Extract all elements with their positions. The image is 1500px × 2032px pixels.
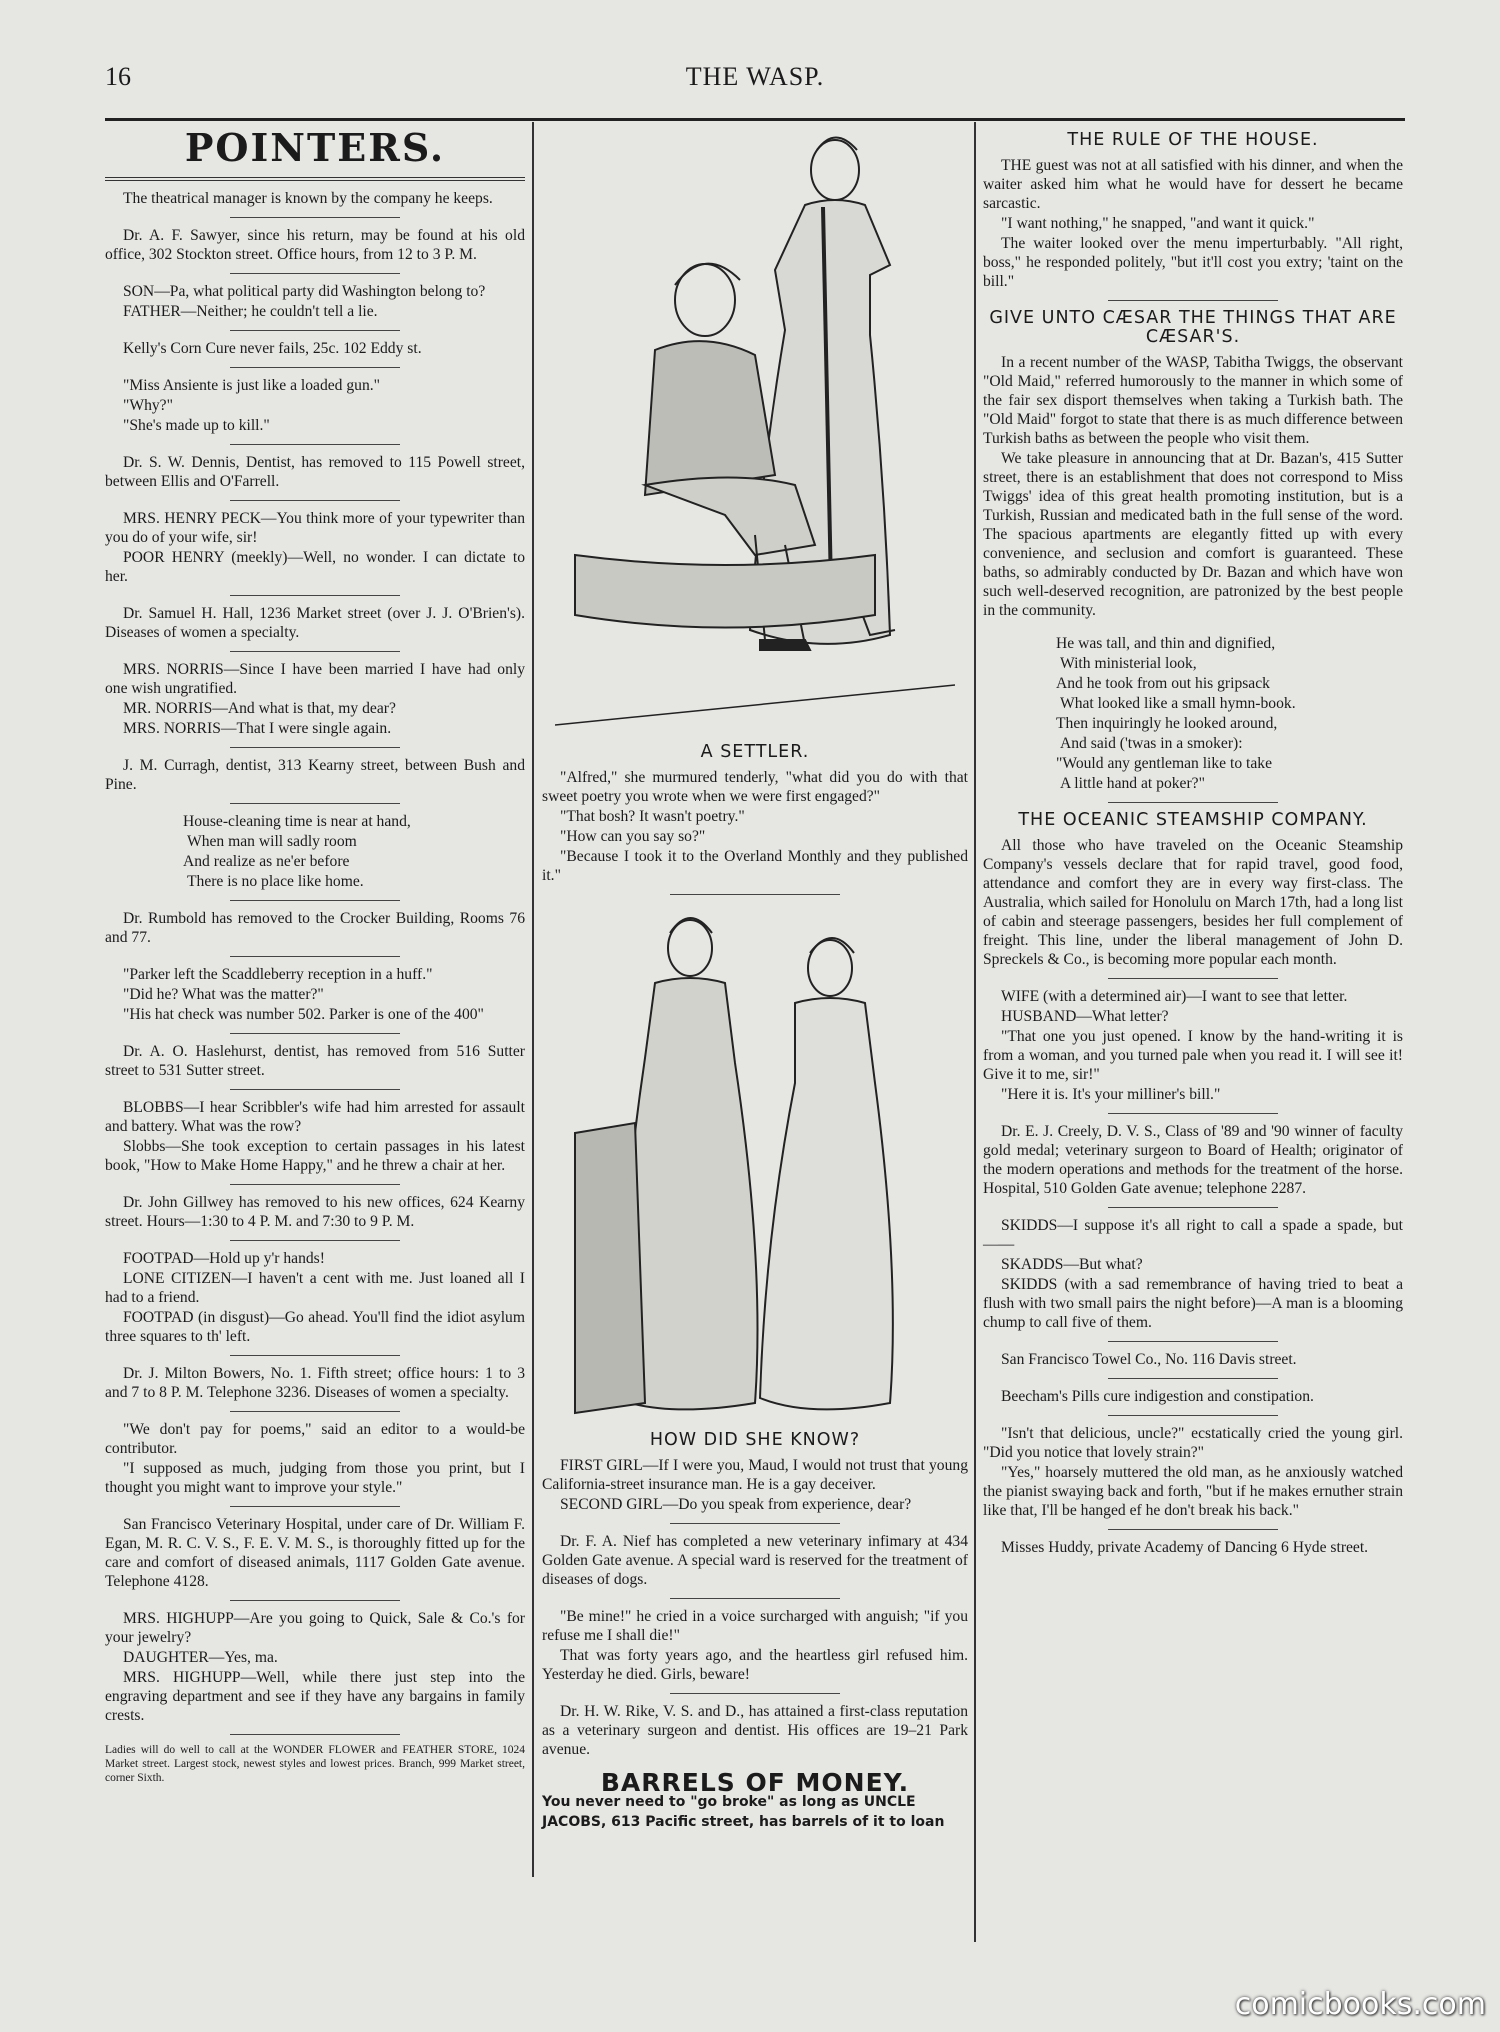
settler-illustration xyxy=(555,125,955,735)
item-block xyxy=(105,965,525,1024)
rike-notice: Dr. H. W. Rike, V. S. and D., has attained a first-class reputation as a veterinary surgeon and dentist. His offices are 19–21 Park avenue. xyxy=(542,1703,968,1758)
verse-line: What looked like a small hymn-book. xyxy=(1060,695,1296,712)
text-paragraph: LONE CITIZEN—I haven't a cent with me. Just loaned all I had to a friend. xyxy=(105,1270,525,1306)
text-paragraph: "Why?" xyxy=(123,397,173,414)
separator-rule xyxy=(230,1355,400,1356)
rule-of-house-title: THE RULE OF THE HOUSE. xyxy=(1067,130,1319,150)
separator-rule xyxy=(230,900,400,901)
text-paragraph: POOR HENRY (meekly)—Well, no wonder. I can dictate to her. xyxy=(105,549,525,585)
text-paragraph: San Francisco Veterinary Hospital, under care of Dr. William F. Egan, M. R. C. V. S., F. E. V. M. S., is thoroughly fitted up for the care and comfort of diseased animals, 1117 Golden Gate avenue. Telephone 4128. xyxy=(105,1516,525,1590)
separator-rule xyxy=(230,1411,400,1412)
be-mine-anecdote xyxy=(542,1607,968,1684)
text-paragraph: MRS. NORRIS—That I were single again. xyxy=(123,720,392,737)
separator-rule xyxy=(1108,1341,1278,1342)
verse-line: With ministerial look, xyxy=(1060,655,1197,672)
text-paragraph: "Yes," hoarsely muttered the old man, as he anxiously watched the pianist swaying back and forth, "but if he makes ernuther strain like that, I'll be hanged ef he don't break his back." xyxy=(983,1464,1403,1519)
item-block xyxy=(105,1193,525,1231)
separator-rule xyxy=(230,1089,400,1090)
column-divider xyxy=(974,122,976,1942)
text-paragraph: "Parker left the Scaddleberry reception in a huff." xyxy=(123,966,433,983)
site-watermark: comicbooks.com xyxy=(1234,1987,1486,2022)
item-block xyxy=(105,1515,525,1591)
text-paragraph: WIFE (with a determined air)—I want to see that letter. xyxy=(1001,988,1348,1005)
separator-rule xyxy=(230,1184,400,1185)
separator-rule xyxy=(230,651,400,652)
house-cleaning-verse xyxy=(105,812,525,891)
verse-line: "Would any gentleman like to take xyxy=(1056,755,1272,772)
text-paragraph: Kelly's Corn Cure never fails, 25c. 102 Eddy st. xyxy=(123,340,422,357)
text-paragraph: Dr. John Gillwey has removed to his new offices, 624 Kearny street. Hours—1:30 to 4 P. M. and 7:30 to 9 P. M. xyxy=(105,1194,525,1230)
verse-line: And he took from out his gripsack xyxy=(1056,675,1270,692)
two-girls-illustration xyxy=(555,903,955,1423)
item-block xyxy=(105,376,525,435)
oceanic-article: All those who have traveled on the Oceanic Steamship Company's vessels declare that for rapid travel, good food, attendance and comfort they are in every way first-class. The Australia, which sailed for Honolulu on March 17th, had a long list of cabin and steerage passengers, besides her full complement of freight. This line, under the liberal management of John D. Spreckels & Co., is becoming more popular each month. xyxy=(983,837,1403,968)
column-illustrations xyxy=(542,125,968,1832)
text-paragraph: Dr. Samuel H. Hall, 1236 Market street (over J. J. O'Brien's). Diseases of women a specialty. xyxy=(105,605,525,641)
text-paragraph: "I want nothing," he snapped, "and want it quick." xyxy=(1001,215,1315,232)
text-paragraph: "We don't pay for poems," said an editor to a would-be contributor. xyxy=(105,1421,525,1457)
separator-rule xyxy=(670,894,840,895)
text-paragraph: "Alfred," she murmured tenderly, "what did you do with that sweet poetry you wrote when we were first engaged?" xyxy=(542,769,968,805)
item-block xyxy=(983,1538,1403,1557)
text-paragraph: MRS. NORRIS—Since I have been married I have had only one wish ungratified. xyxy=(105,661,525,697)
separator-rule xyxy=(1108,1378,1278,1379)
separator-rule xyxy=(230,956,400,957)
text-paragraph: "Here it is. It's your milliner's bill." xyxy=(1001,1086,1221,1103)
separator-rule xyxy=(230,500,400,501)
item-block xyxy=(983,1122,1403,1198)
text-paragraph: Dr. E. J. Creely, D. V. S., Class of '89 and '90 winner of faculty gold medal; veterinary surgeon to Board of Health; originator of the modern operations and methods for the treatment of the horse. Hospital, 510 Golden Gate avenue; telephone 2287. xyxy=(983,1123,1403,1197)
settler-title: A SETTLER. xyxy=(700,742,810,762)
separator-rule xyxy=(230,1240,400,1241)
column-stories xyxy=(983,125,1403,1557)
page-number: 16 xyxy=(105,62,131,91)
barrels-of-money-heading: BARRELS OF MONEY. xyxy=(600,1768,910,1797)
text-paragraph: Misses Huddy, private Academy of Dancing 6 Hyde street. xyxy=(1001,1539,1369,1556)
text-paragraph: Dr. Rumbold has removed to the Crocker Building, Rooms 76 and 77. xyxy=(105,910,525,946)
item-block xyxy=(105,1042,525,1080)
text-paragraph: "How can you say so?" xyxy=(560,828,706,845)
item-block xyxy=(105,1364,525,1402)
item-block xyxy=(105,1420,525,1497)
text-paragraph: "I supposed as much, judging from those you print, but I thought you might want to improve your style." xyxy=(105,1460,525,1496)
separator-rule xyxy=(230,444,400,445)
separator-rule xyxy=(230,1734,400,1735)
text-paragraph: HUSBAND—What letter? xyxy=(1001,1008,1169,1025)
separator-rule xyxy=(230,803,400,804)
text-paragraph: We take pleasure in announcing that at Dr. Bazan's, 415 Sutter street, there is an establishment that does not correspond to Miss Twiggs' idea of this great health promoting institution, but is a Turkish, Russian and medicated bath in the full sense of the word. The spacious apartments are elegantly fitted up with every convenience, and seclusion and comfort is guaranteed. These baths, so admirably conducted by Dr. Bazan and which have won such well-deserved recognition, are patronized by the best people in the community. xyxy=(983,450,1403,619)
item-block xyxy=(105,509,525,586)
separator-rule xyxy=(230,1033,400,1034)
text-paragraph: "Did he? What was the matter?" xyxy=(123,986,324,1003)
text-paragraph: MR. NORRIS—And what is that, my dear? xyxy=(123,700,396,717)
item-block xyxy=(105,909,525,947)
text-paragraph: MRS. HIGHUPP—Well, while there just step into the engraving department and see if they have any bargains in family crests. xyxy=(105,1669,525,1724)
separator-rule xyxy=(230,367,400,368)
text-paragraph: SKIDDS—I suppose it's all right to call a spade a spade, but—— xyxy=(983,1217,1403,1253)
item-block xyxy=(983,1424,1403,1520)
item-block xyxy=(105,226,525,264)
text-paragraph: BLOBBS—I hear Scribbler's wife had him arrested for assault and battery. What was the row? xyxy=(105,1099,525,1135)
text-paragraph: "Because I took it to the Overland Monthly and they published it." xyxy=(542,848,968,884)
item-block xyxy=(105,756,525,794)
caesar-title: GIVE UNTO CÆSAR THE THINGS THAT ARE CÆSAR'S. xyxy=(989,308,1397,347)
separator-rule xyxy=(230,595,400,596)
text-paragraph: "His hat check was number 502. Parker is one of the 400" xyxy=(123,1006,484,1023)
text-paragraph: J. M. Curragh, dentist, 313 Kearny street, between Bush and Pine. xyxy=(105,757,525,793)
text-paragraph: "Miss Ansiente is just like a loaded gun." xyxy=(123,377,381,394)
caesar-article xyxy=(983,353,1403,620)
verse-line: Then inquiringly he looked around, xyxy=(1056,715,1278,732)
column-divider xyxy=(532,122,534,1877)
masthead-title: THE WASP. xyxy=(685,62,825,91)
text-paragraph: FATHER—Neither; he couldn't tell a lie. xyxy=(123,303,378,320)
text-paragraph: Dr. S. W. Dennis, Dentist, has removed to 115 Powell street, between Ellis and O'Farrell. xyxy=(105,454,525,490)
separator-rule xyxy=(230,1600,400,1601)
verse-line: House-cleaning time is near at hand, xyxy=(183,813,411,830)
text-paragraph: Dr. A. F. Sawyer, since his return, may be found at his old office, 302 Stockton street. Office hours, from 12 to 3 P. M. xyxy=(105,227,525,263)
text-paragraph: "That bosh? It wasn't poetry." xyxy=(560,808,745,825)
separator-rule xyxy=(230,217,400,218)
text-paragraph: "That one you just opened. I know by the hand-writing it is from a woman, and you turned pale when you read it. I will see it! Give it to me, sir!" xyxy=(983,1028,1403,1083)
nief-notice: Dr. F. A. Nief has completed a new veterinary infimary at 434 Golden Gate avenue. A special ward is reserved for the treatment of diseases of dogs. xyxy=(542,1533,968,1588)
text-paragraph: FIRST GIRL—If I were you, Maud, I would not trust that young California-street insurance man. He is a gay deceiver. xyxy=(542,1457,968,1493)
text-paragraph: In a recent number of the WASP, Tabitha Twiggs, the observant "Old Maid," referred humorously to the manner in which some of the fair sex disport themselves when taking a Turkish bath. The "Old Maid" forgot to state that there is as much difference between Turkish baths as between the people who visit them. xyxy=(983,354,1403,447)
pointers-items xyxy=(105,189,525,804)
text-paragraph: The waiter looked over the menu imperturbably. "All right, boss," he responded politely, "but it'll cost you extry; 'taint on the bill." xyxy=(983,235,1403,290)
item-block xyxy=(105,604,525,642)
how-did-she-know-title: HOW DID SHE KNOW? xyxy=(649,1430,861,1450)
text-paragraph: THE guest was not at all satisfied with his dinner, and when the waiter asked him what he would have for dessert he became sarcastic. xyxy=(983,157,1403,212)
item-block xyxy=(105,453,525,491)
separator-rule xyxy=(670,1598,840,1599)
column-three-items xyxy=(983,987,1403,1557)
text-paragraph: The theatrical manager is known by the company he keeps. xyxy=(123,190,493,207)
column-pointers xyxy=(105,125,525,1785)
text-paragraph: DAUGHTER—Yes, ma. xyxy=(123,1649,278,1666)
verse-line: He was tall, and thin and dignified, xyxy=(1056,635,1276,652)
item-block xyxy=(105,339,525,358)
item-block xyxy=(983,1350,1403,1369)
item-block xyxy=(105,1249,525,1346)
separator-rule xyxy=(1108,1415,1278,1416)
item-block xyxy=(983,1216,1403,1332)
separator-rule xyxy=(1108,1113,1278,1114)
text-paragraph: SKIDDS (with a sad remembrance of having tried to beat a flush with two small pairs the night before)—A man is a blooming chump to call five of them. xyxy=(983,1276,1403,1331)
separator-rule xyxy=(230,330,400,331)
text-paragraph: Dr. A. O. Haslehurst, dentist, has removed from 516 Sutter street to 531 Sutter street. xyxy=(105,1043,525,1079)
text-paragraph: San Francisco Towel Co., No. 116 Davis street. xyxy=(1001,1351,1297,1368)
text-paragraph: That was forty years ago, and the heartless girl refused him. Yesterday he died. Girls, beware! xyxy=(542,1647,968,1683)
item-block xyxy=(105,189,525,208)
oceanic-title: THE OCEANIC STEAMSHIP COMPANY. xyxy=(1018,810,1368,830)
settler-dialogue xyxy=(542,768,968,885)
text-paragraph: SON—Pa, what political party did Washington belong to? xyxy=(123,283,486,300)
rule-of-house-story xyxy=(983,156,1403,291)
item-block xyxy=(105,1098,525,1175)
separator-rule xyxy=(1108,1207,1278,1208)
separator-rule xyxy=(230,747,400,748)
verse-line: A little hand at poker?" xyxy=(1060,775,1205,792)
separator-rule xyxy=(230,1506,400,1507)
how-did-she-know-dialogue xyxy=(542,1456,968,1514)
verse-line: There is no place like home. xyxy=(187,873,364,890)
text-paragraph: FOOTPAD (in disgust)—Go ahead. You'll find the idiot asylum three squares to th' left. xyxy=(105,1309,525,1345)
separator-rule xyxy=(1108,802,1278,803)
item-block xyxy=(105,660,525,738)
separator-rule xyxy=(1108,300,1278,301)
text-paragraph: MRS. HENRY PECK—You think more of your typewriter than you do of your wife, sir! xyxy=(105,510,525,546)
text-paragraph: "Be mine!" he cried in a voice surcharged with anguish; "if you refuse me I shall die!" xyxy=(542,1608,968,1644)
text-paragraph: "Isn't that delicious, uncle?" ecstatically cried the young girl. "Did you notice that lovely strain?" xyxy=(983,1425,1403,1461)
verse-line: And realize as ne'er before xyxy=(183,853,350,870)
separator-rule xyxy=(670,1523,840,1524)
poker-verse xyxy=(983,634,1403,793)
text-paragraph: "She's made up to kill." xyxy=(123,417,270,434)
separator-rule xyxy=(1108,978,1278,979)
text-paragraph: Beecham's Pills cure indigestion and constipation. xyxy=(1001,1388,1314,1405)
page-header xyxy=(105,62,1405,102)
item-block xyxy=(983,987,1403,1104)
pointers-heading: POINTERS. xyxy=(105,125,525,181)
text-paragraph: MRS. HIGHUPP—Are you going to Quick, Sale & Co.'s for your jewelry? xyxy=(105,1610,525,1646)
text-paragraph: Slobbs—She took exception to certain passages in his latest book, "How to Make Home Happy," and he threw a chair at her. xyxy=(105,1138,525,1174)
item-block xyxy=(105,1609,525,1725)
separator-rule xyxy=(670,1693,840,1694)
verse-line: And said ('twas in a smoker): xyxy=(1060,735,1243,752)
separator-rule xyxy=(1108,1529,1278,1530)
text-paragraph: Dr. J. Milton Bowers, No. 1. Fifth street; office hours: 1 to 3 and 7 to 8 P. M. Telephone 3236. Diseases of women a specialty. xyxy=(105,1365,525,1401)
flower-store-ad: Ladies will do well to call at the WONDER FLOWER and FEATHER STORE, 1024 Market street. Largest stock, newest styles and lowest prices. Branch, 999 Market street, corner Sixth. xyxy=(105,1744,525,1784)
text-paragraph: FOOTPAD—Hold up y'r hands! xyxy=(123,1250,325,1267)
pointers-items-continued xyxy=(105,909,525,1725)
separator-rule xyxy=(230,273,400,274)
uncle-jacobs-ad: You never need to "go broke" as long as UNCLE JACOBS, 613 Pacific street, has barrels of it to loan xyxy=(542,1794,945,1830)
text-paragraph: SECOND GIRL—Do you speak from experience, dear? xyxy=(560,1496,912,1513)
item-block xyxy=(983,1387,1403,1406)
header-rule xyxy=(105,118,1405,121)
text-paragraph: SKADDS—But what? xyxy=(1001,1256,1143,1273)
item-block xyxy=(105,282,525,321)
verse-line: When man will sadly room xyxy=(187,833,357,850)
